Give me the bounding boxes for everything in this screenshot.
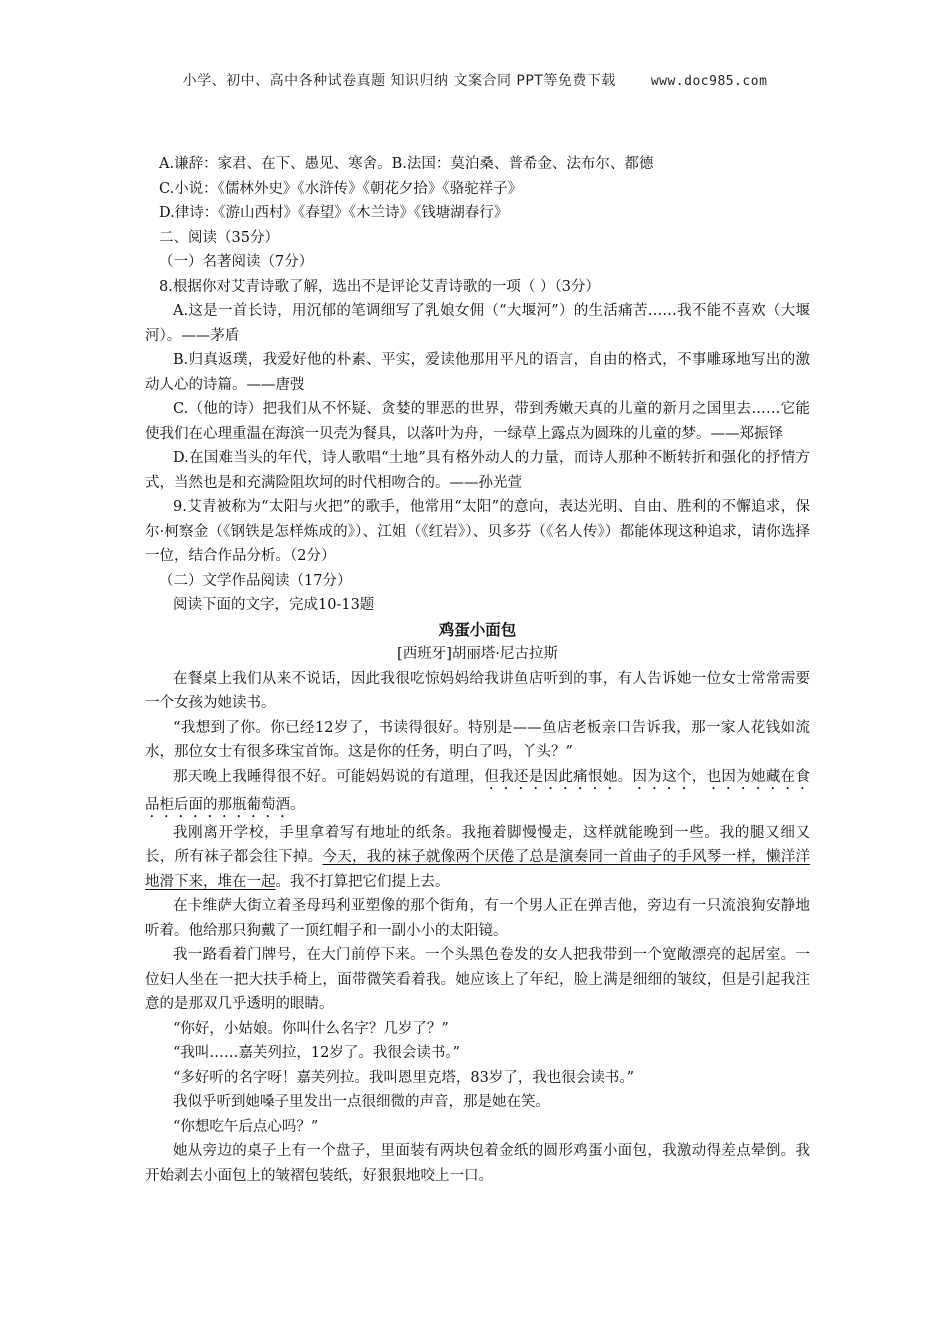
page-header [0,70,950,90]
emphasized-sentence: 但我还是因此痛恨她。因为这个，也因为她藏在食品柜后面的那瓶葡萄酒 [145,768,810,813]
question-8-stem: 8.根据你对艾青诗歌了解，选出不是评论艾青诗歌的一项（ ）（3分） [159,278,600,295]
story-paragraph: 在卡维萨大街立着圣母玛利亚塑像的那个街角，有一个男人正在弹吉他，旁边有一只流浪狗安静地听着。他给那只狗戴了一顶红帽子和一副小小的太阳镜。 [145,898,810,939]
story-paragraph: “我想到了你。你已经12岁了，书读得很好。特别是——鱼店老板亲口告诉我，那一家人花钱如流水，那位女士有很多珠宝首饰。这是你的任务，明白了吗，丫头？” [145,719,810,760]
story-paragraph: 我一路看着门牌号，在大门前停下来。一个头黑色卷发的女人把我带到一个宽敞漂亮的起居室。一位妇人坐在一把大扶手椅上，面带微笑看着我。她应该上了年纪，脸上满是细细的皱纹，但是引起我注意的是那双几乎透明的眼睛。 [145,947,810,1012]
subsection-heading-2: （二）文学作品阅读（17分） [159,572,352,589]
question-8-option-a: A.这是一首长诗，用沉郁的笔调细写了乳娘女佣（“大堰河”）的生活痛苦……我不能不喜欢（大堰河）。——茅盾 [145,303,810,344]
story-dialogue: “多好听的名字呀！嘉芙列拉。我叫恩里克塔，83岁了，我也很会读书。” [173,1069,635,1086]
question-8-option-c: C.（他的诗）把我们从不怀疑、贪婪的罪恶的世界，带到秀嫩天真的儿童的新月之国里去……它能使我们在心理重温在海滨一贝壳为餐具，以落叶为舟，一绿草上露点为圆珠的儿童的梦。——郑振铎 [145,401,810,442]
story-paragraph: 我似乎听到她嗓子里发出一点很细微的声音，那是她在笑。 [173,1094,550,1110]
underlined-sentence: 今天，我的袜子就像两个厌倦了总是演奏同一首曲子的手风琴一样，懒洋洋地滑下来，堆在一起 [145,849,811,890]
subsection-heading-1: （一）名著阅读（7分） [159,254,314,270]
option-c: C.小说：《儒林外史》《水浒传》《朝花夕拾》《骆驼祥子》 [159,180,523,197]
header-text: 小学、初中、高中各种试卷真题 知识归纳 文案合同 PPT等免费下载 [182,73,616,89]
story-dialogue: “你好，小姑娘。你叫什么名字？几岁了？” [173,1020,449,1037]
story-paragraph [145,765,810,821]
document-body [145,152,810,1188]
header-url[interactable]: www.doc985.com [650,74,768,89]
story-author: [西班牙]胡丽塔·尼古拉斯 [397,646,558,662]
story-dialogue: “我叫……嘉芙列拉，12岁了。我很会读书。” [173,1045,461,1061]
option-ab: A.谦辞：家君、在下、愚见、寒舍。B.法国：莫泊桑、普希金、法布尔、都德 [159,156,654,172]
story-text: 那天晚上我睡得很不好。可能妈妈说的有道理， [173,768,485,785]
story-paragraph: 在餐桌上我们从来不说话，因此我很吃惊妈妈给我讲鱼店听到的事，有人告诉她一位女士常常需要一个女孩为她读书。 [145,670,810,711]
section-heading: 二、阅读（35分） [159,229,279,246]
option-d: D.律诗：《游山西村》《春望》《木兰诗》《钱塘湖春行》 [159,205,509,221]
story-paragraph [145,821,810,895]
story-paragraph: 她从旁边的桌子上有一个盘子，里面装有两块包着金纸的圆形鸡蛋小面包，我激动得差点晕倒。我开始剥去小面包上的皱褶包装纸，好狠狠地咬上一口。 [145,1143,810,1184]
story-text: 。 [290,796,305,813]
question-9: 9.艾青被称为“太阳与火把”的歌手，他常用“太阳”的意向，表达光明、自由、胜利的不懈追求，保尔·柯察金（《钢铁是怎样炼成的》）、江姐（《红岩》）、贝多芬（《名人传》）都能体现这种追求，请你选择一位，结合作品分析。（2分） [145,499,810,564]
question-8-option-d: D.在国难当头的年代，诗人歌唱“土地”具有格外动人的力量，而诗人那种不断转折和强化的抒情方式，当然也是和充满险阻坎坷的时代相吻合的。——孙光萱 [145,450,810,491]
story-dialogue: “你想吃午后点心吗？” [173,1118,319,1135]
question-8-option-b: B.归真返璞，我爱好他的朴素、平实，爱读他那用平凡的语言，自由的格式，不事雕琢地写出的激动人心的诗篇。——唐弢 [145,352,810,393]
story-title: 鸡蛋小面包 [438,620,517,639]
reading-instruction: 阅读下面的文字，完成10-13题 [173,597,375,613]
story-text: 。我不打算把它们提上去。 [275,873,450,890]
story-text: 我刚离开学校，手里拿着写有地址的纸条。我拖着脚慢慢走，这样就能晚到一些。我的腿又细又长，所有袜子都会往下掉。 [145,824,810,865]
